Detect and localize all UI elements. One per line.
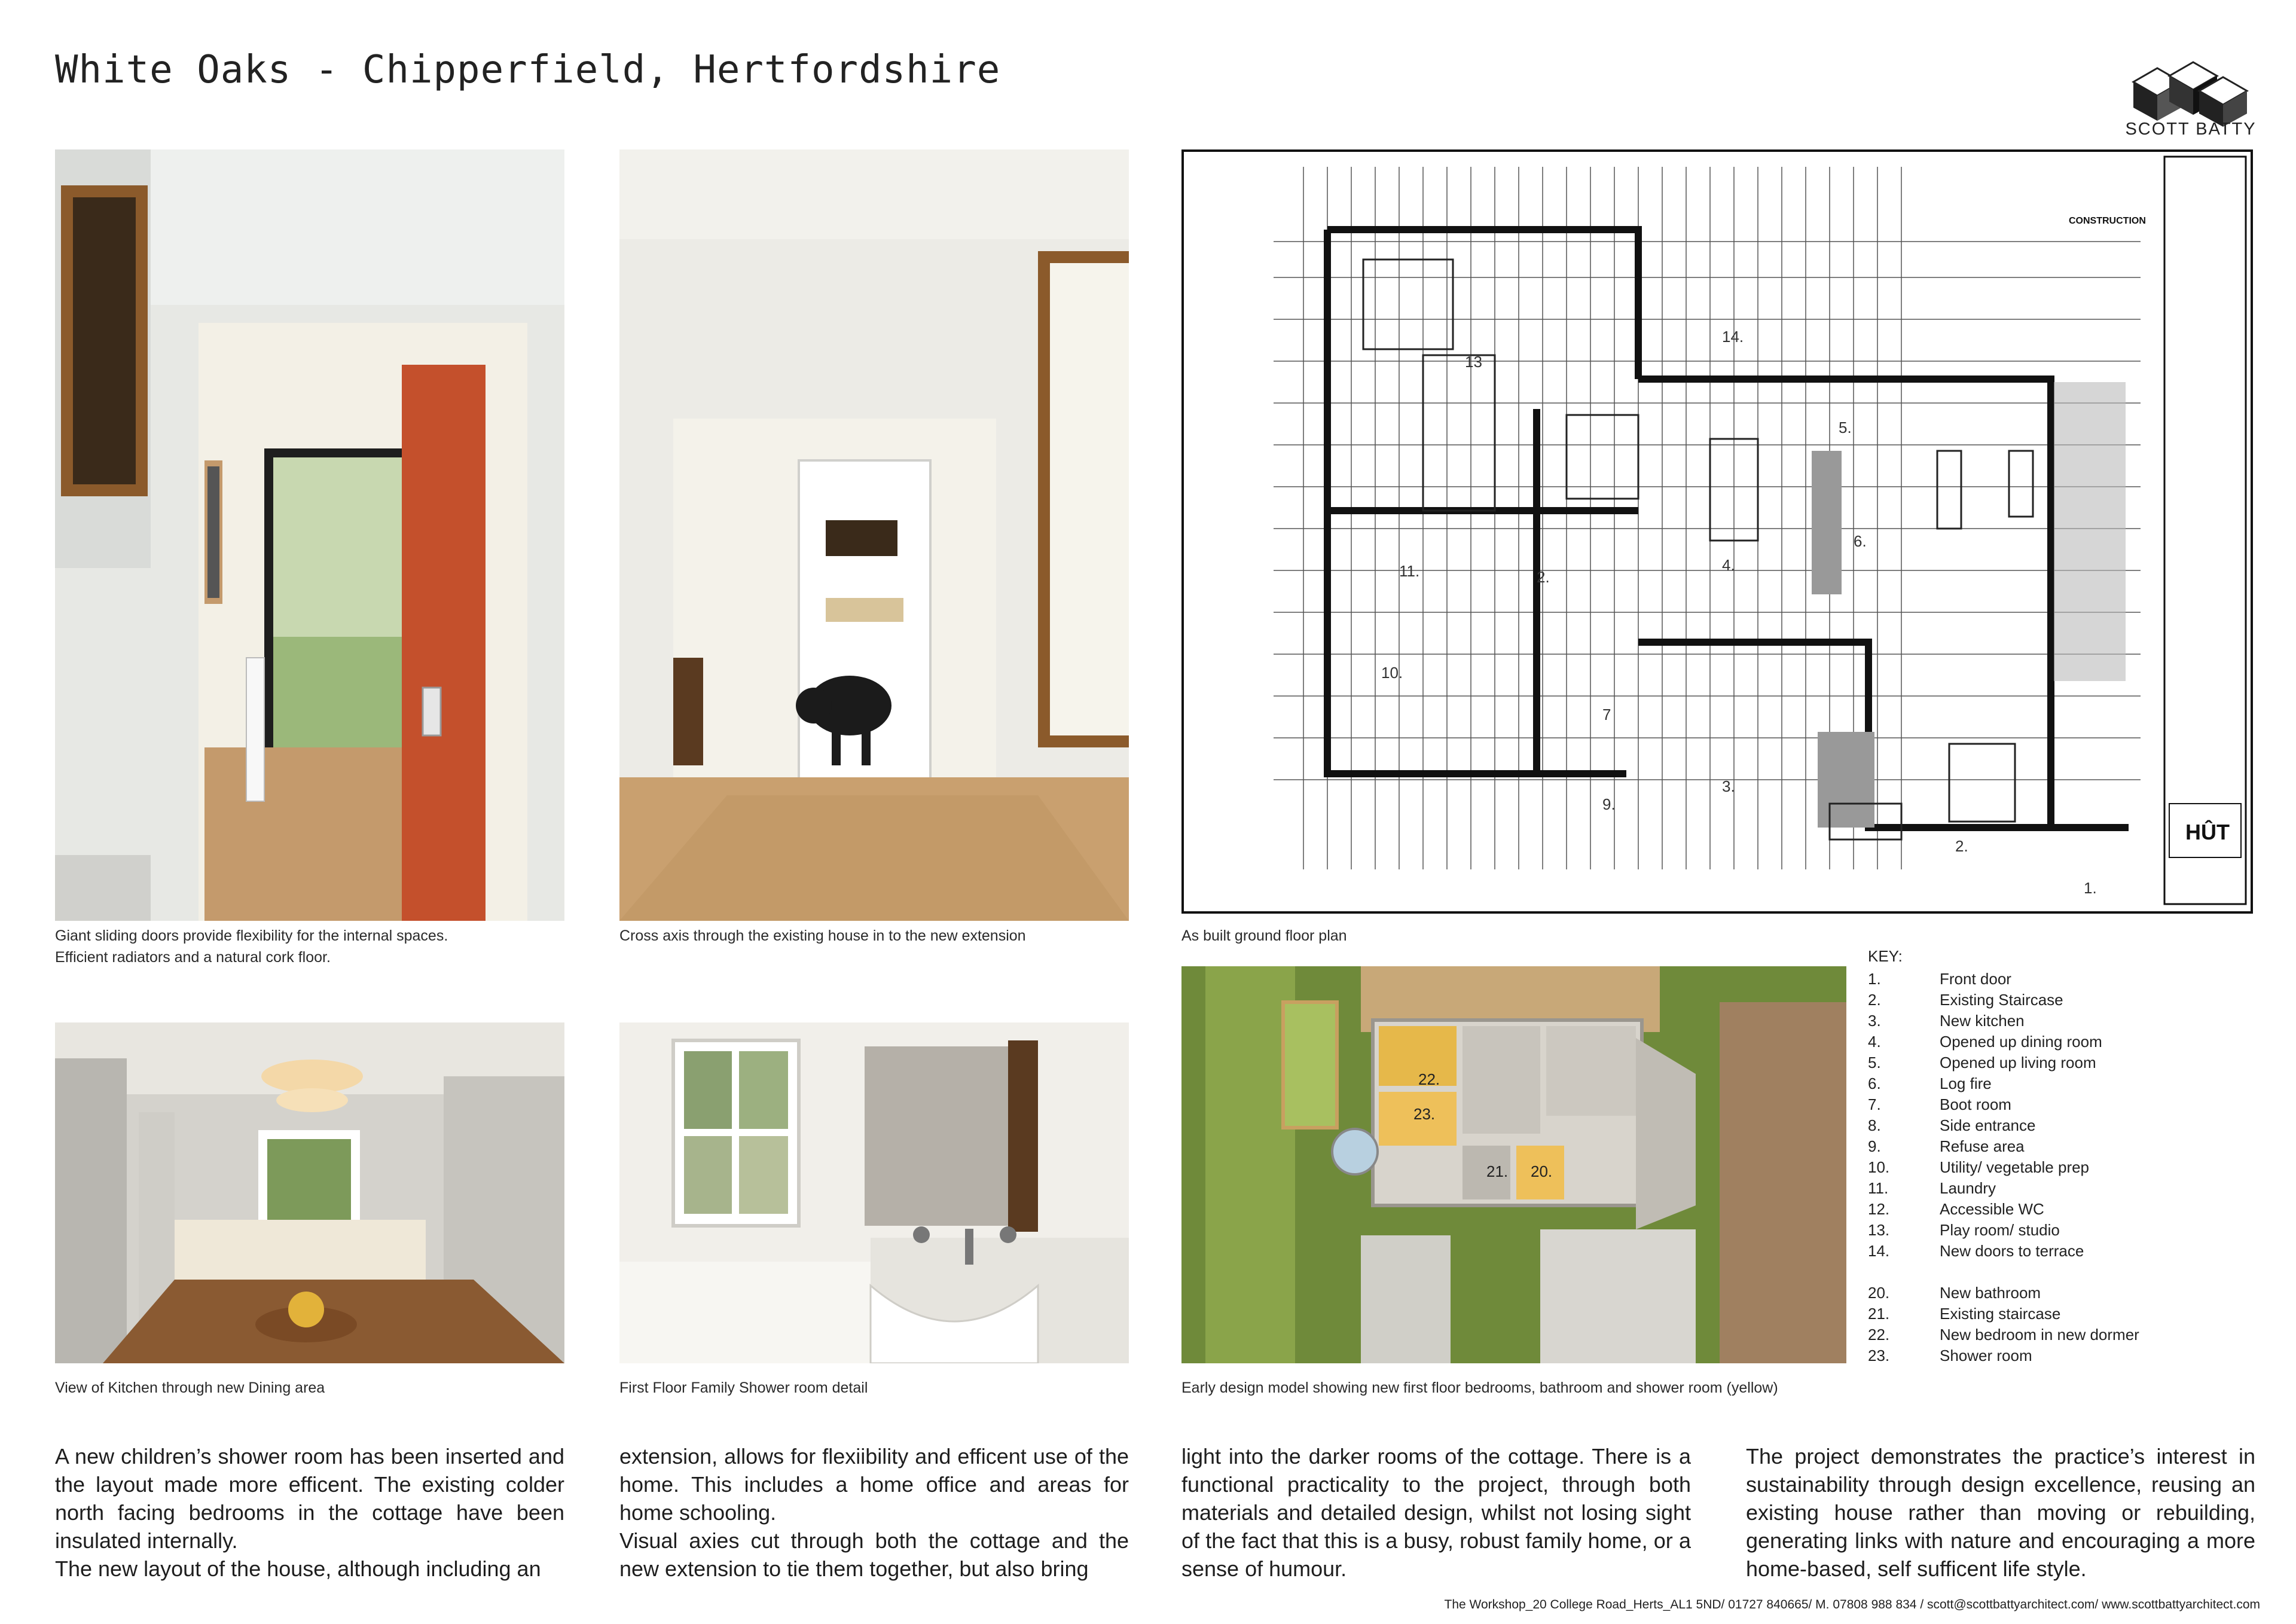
plan-room-1: 1.: [2084, 879, 2097, 897]
plan-room-4: 4.: [1722, 556, 1735, 574]
photo-sliding-doors: [55, 149, 564, 921]
caption-cross-axis: Cross axis through the existing house in to the new extension: [619, 927, 1026, 944]
caption-design-model: Early design model showing new first floor bedrooms, bathroom and shower room (yellow): [1181, 1379, 1778, 1396]
caption-floor-plan: As built ground floor plan: [1181, 927, 1347, 944]
body-column-4: The project demonstrates the practice’s interest in sustainability through design excellence, reusing an existing house rather than moving or rebuilding, generating links with nature and encouraging a more home-based, self sufficent life style.: [1746, 1444, 2255, 1581]
plan-room-7: 7: [1602, 706, 1611, 724]
body-column-2: extension, allows for flexiibility and efficent use of the home. This includes a home office and areas for home schooling. Visual axies cut through both the cottage and the new extension to tie them together, but also bring: [619, 1444, 1129, 1581]
page-title: White Oaks - Chipperfield, Hertfordshire: [55, 48, 1001, 92]
plan-room-13: 13: [1465, 353, 1482, 371]
ground-floor-plan: [1181, 149, 2253, 914]
key-list: 1. Front door 2. Existing Staircase 3. New kitchen 4. Opened up dining room 5. Opened up living room 6. Log fire 7. Boot room 8. Side entrance 9. Refuse area 10. Utility/ vegetable prep 11. Laundry 12. Accessible WC 13. Play room/ studio 14. New doors to terrace 20. New bathroom 21. Existing staircase 22. New bedroom in new dormer 23. Shower room: [1868, 970, 2139, 1364]
plan-construction-label: CONSTRUCTION: [2069, 216, 2146, 226]
plan-room-10: 10.: [1381, 664, 1403, 682]
plan-room-3: 3.: [1722, 777, 1735, 795]
caption-sliding-doors: Giant sliding doors provide flexibility for the internal spaces. Efficient radiators and a natural cork floor.: [55, 927, 448, 966]
photo-design-model: [1181, 966, 1846, 1363]
model-room-21: 21.: [1486, 1162, 1509, 1180]
caption-shower-room: First Floor Family Shower room detail: [619, 1379, 868, 1396]
model-room-22: 22.: [1418, 1070, 1440, 1088]
photo-kitchen: [55, 1022, 564, 1363]
footer-contact: The Workshop_20 College Road_Herts_AL1 5ND/ 01727 840665/ M. 07808 988 834 / scott@scottbattyarchitect.com/ www.scottbattyarchitect.com: [1444, 1598, 2260, 1611]
plan-hut-logo: HÛT: [2185, 820, 2230, 844]
photo-cross-axis: [619, 149, 1129, 921]
plan-room-6: 6.: [1854, 532, 1867, 550]
model-room-23: 23.: [1413, 1105, 1436, 1123]
logo-text: SCOTT BATTY: [2125, 120, 2257, 139]
caption-kitchen: View of Kitchen through new Dining area: [55, 1379, 325, 1396]
key-title: KEY:: [1868, 947, 1903, 965]
plan-room-14: 14.: [1722, 328, 1744, 346]
plan-room-5: 5.: [1839, 419, 1852, 436]
body-column-3: light into the darker rooms of the cottage. There is a functional practicality to the project, through both materials and detailed design, whilst not losing sight of the fact that this is a busy, robust family home, or a sense of humour.: [1181, 1444, 1691, 1581]
plan-room-11: 11.: [1399, 562, 1420, 580]
plan-room-2b: 2.: [1537, 568, 1550, 586]
body-column-1: A new children’s shower room has been inserted and the layout made more efficent. The existing colder north facing bedrooms in the cottage have been insulated internally. The new layout of the house, although including an: [55, 1444, 564, 1581]
model-room-20: 20.: [1531, 1162, 1553, 1180]
plan-room-2a: 2.: [1955, 837, 1968, 855]
plan-room-9: 9.: [1602, 795, 1616, 813]
photo-shower-room: [619, 1022, 1129, 1363]
